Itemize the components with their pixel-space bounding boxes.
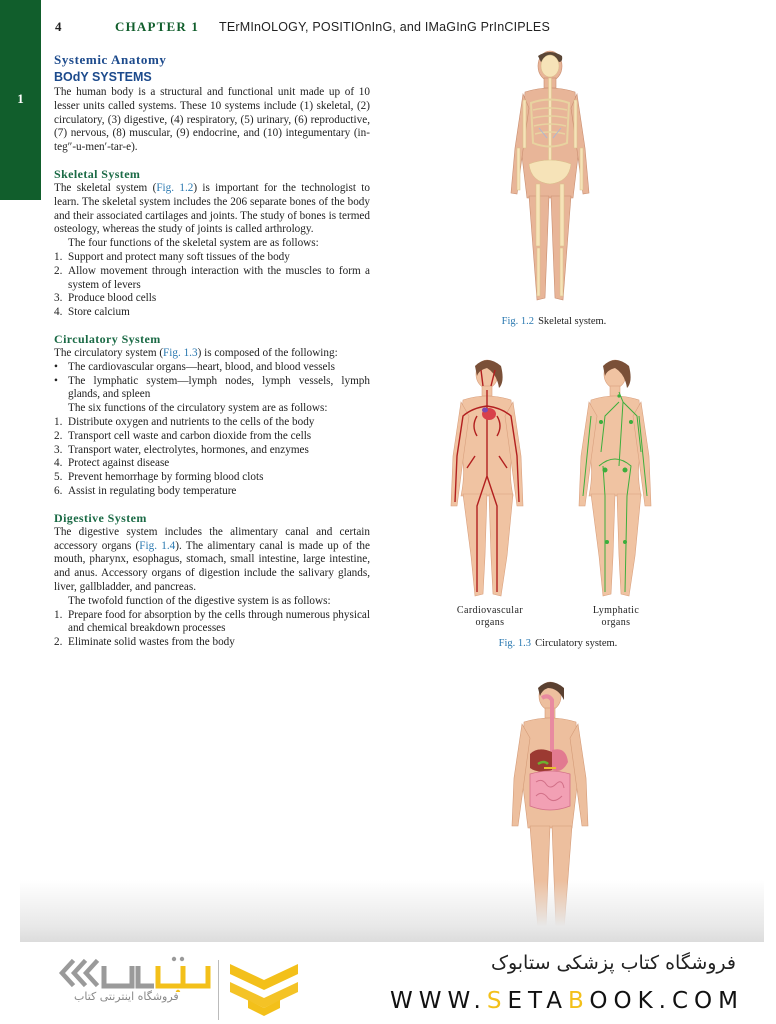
item-text: Produce blood cells [68, 292, 157, 305]
lymphatic-label [576, 605, 656, 629]
chapter-title: TErMInOLOGY, POSITIOnInG, and IMaGInG PrInCIPLES [219, 20, 551, 34]
item-text: Eliminate solid wastes from the body [68, 636, 235, 649]
item-text: Distribute oxygen and nutrients to the cells of the body [68, 415, 315, 428]
url-part-accent: S [486, 988, 508, 1014]
list-item: 4. Protect against disease [54, 457, 170, 470]
label-line: Lymphatic [592, 605, 640, 616]
logo-tagline: فروشگاه اینترنتی کتاب [74, 990, 179, 1003]
item-text: Support and protect many soft tissues of the body [68, 250, 290, 263]
url-part: WWW. [389, 988, 487, 1014]
figure-label: Fig. 1.2 [501, 316, 535, 327]
skeletal-heading: Skeletal System [54, 166, 141, 181]
skeletal-functions-intro: The four functions of the skeletal system are as follows: [68, 237, 319, 250]
item-text: Store calcium [68, 306, 130, 319]
chapter-label: CHAPTER 1 [115, 19, 200, 34]
text: The digestive system includes the alimentary canal and certain accessory organs ( [54, 525, 370, 552]
setabook-chevron-icon [228, 958, 300, 1018]
text: ) is composed of the following: [197, 346, 338, 359]
figure-label: Fig. 1.3 [498, 638, 532, 649]
skeletal-functions-list [54, 251, 370, 320]
text: The skeletal system ( [54, 181, 157, 194]
label-line: organs [601, 617, 631, 628]
digestive-functions-list [54, 609, 370, 650]
circulatory-heading: Circulatory System [54, 331, 161, 346]
text: The circulatory system ( [54, 346, 164, 359]
circulatory-functions-list [54, 416, 370, 499]
url-part: ETA [507, 988, 569, 1014]
list-item: 3. Transport water, electrolytes, hormones, and enzymes [54, 443, 309, 456]
circulatory-paragraph [54, 347, 370, 361]
fig-1-4-link[interactable]: Fig. 1.4 [139, 539, 176, 552]
page-bottom-fade [20, 880, 764, 942]
setabook-logo-wordmark [56, 956, 216, 992]
label-line: organs [475, 617, 505, 628]
caption-text: Circulatory system. [535, 638, 618, 649]
label-line: Cardiovascular [456, 605, 524, 616]
caption-text: Skeletal system. [538, 316, 607, 327]
item-text: Transport water, electrolytes, hormones, and enzymes [68, 443, 309, 456]
item-text: Allow movement through interaction with the muscles to form a system of levers [68, 264, 370, 291]
item-text: The cardiovascular organs—heart, blood, and blood vessels [68, 360, 335, 373]
chapter-tab [0, 0, 41, 200]
item-text: Assist in regulating body temperature [68, 484, 237, 497]
list-item: • The cardiovascular organs—heart, blood, and blood vessels [54, 360, 335, 373]
list-item: 1. Distribute oxygen and nutrients to the cells of the body [54, 415, 315, 428]
cardiovascular-illustration [447, 356, 533, 600]
fig-1-2-caption [466, 316, 642, 327]
list-item: 6. Assist in regulating body temperature [54, 484, 237, 497]
skeletal-paragraph [54, 182, 370, 237]
list-item: 5. Prevent hemorrhage by forming blood clots [54, 471, 264, 484]
circulatory-functions-intro: The six functions of the circulatory system are as follows: [68, 402, 328, 415]
footer-banner [0, 942, 776, 1024]
store-name-persian: فروشگاه کتاب پزشکی ستابوک [490, 952, 736, 974]
item-text: Prevent hemorrhage by forming blood clots [68, 471, 264, 484]
chapter-tab-number: 1 [17, 91, 24, 106]
item-text: The lymphatic system—lymph nodes, lymph vessels, lymph glands, and spleen [68, 374, 370, 401]
digestive-paragraph [54, 526, 370, 595]
digestive-heading: Digestive System [54, 510, 147, 525]
store-url[interactable] [390, 988, 744, 1014]
circulatory-components-list [54, 361, 370, 402]
skeletal-system-illustration [505, 48, 595, 306]
cardiovascular-label [450, 605, 530, 629]
logo-divider [218, 960, 219, 1020]
list-item: 4. Store calcium [54, 306, 130, 319]
list-item: 2. Transport cell waste and carbon dioxide from the cells [54, 429, 312, 442]
text: ). The alimentary canal is made up of the mouth, pharynx, esophagus, stomach, small intestine, large intestine, and anus. Accessory organs of digestion include the salivary glands, liver, gallbladder, and pancreas. [54, 539, 370, 593]
list-item: 2. Eliminate solid wastes from the body [54, 636, 235, 649]
intro-paragraph: The human body is a structural and functional unit made up of 10 lesser units called systems. These 10 systems include (1) skeletal, (2) circulatory, (3) digestive, (4) respiratory, (5) urinary, (6) reproductive, (7) nervous, (8) muscular, (9) endocrine, and (10) integumentary (in-teg″-u-men′-tar-e). [54, 86, 370, 154]
digestive-functions-intro: The twofold function of the digestive system is as follows: [68, 594, 331, 607]
text: ) is important for the technologist to learn. The skeletal system includes the 206 separate bones of the body and their associated cartilages and joints. The study of bones is termed osteology, whereas the study of joints is called arthrology. [54, 181, 370, 236]
fig-1-2-link[interactable]: Fig. 1.2 [156, 181, 194, 194]
url-part: OOK.COM [589, 988, 744, 1014]
list-item: 3. Produce blood cells [54, 292, 157, 305]
fig-1-3-caption [470, 638, 646, 649]
list-item: 1. Support and protect many soft tissues of the body [54, 250, 290, 263]
list-item: • The lymphatic system—lymph nodes, lymph vessels, lymph glands, and spleen [54, 374, 370, 401]
lymphatic-illustration [575, 356, 661, 600]
list-item: 2. Allow movement through interaction with the muscles to form a system of levers [54, 264, 370, 291]
page-number: 4 [55, 19, 62, 34]
list-item: 1. Prepare food for absorption by the cells through numerous physical and chemical breakdown processes [54, 608, 370, 635]
fig-1-3-link[interactable]: Fig. 1.3 [163, 346, 198, 359]
item-text: Transport cell waste and carbon dioxide from the cells [68, 429, 312, 442]
item-text: Protect against disease [68, 457, 170, 470]
item-text: Prepare food for absorption by the cells through numerous physical and chemical breakdown processes [68, 608, 370, 635]
url-part-accent: B [568, 988, 590, 1014]
section-title: Systemic Anatomy [54, 52, 167, 67]
text-column [54, 52, 370, 650]
section-subtitle: BOdY SYSTEMS [54, 70, 152, 84]
